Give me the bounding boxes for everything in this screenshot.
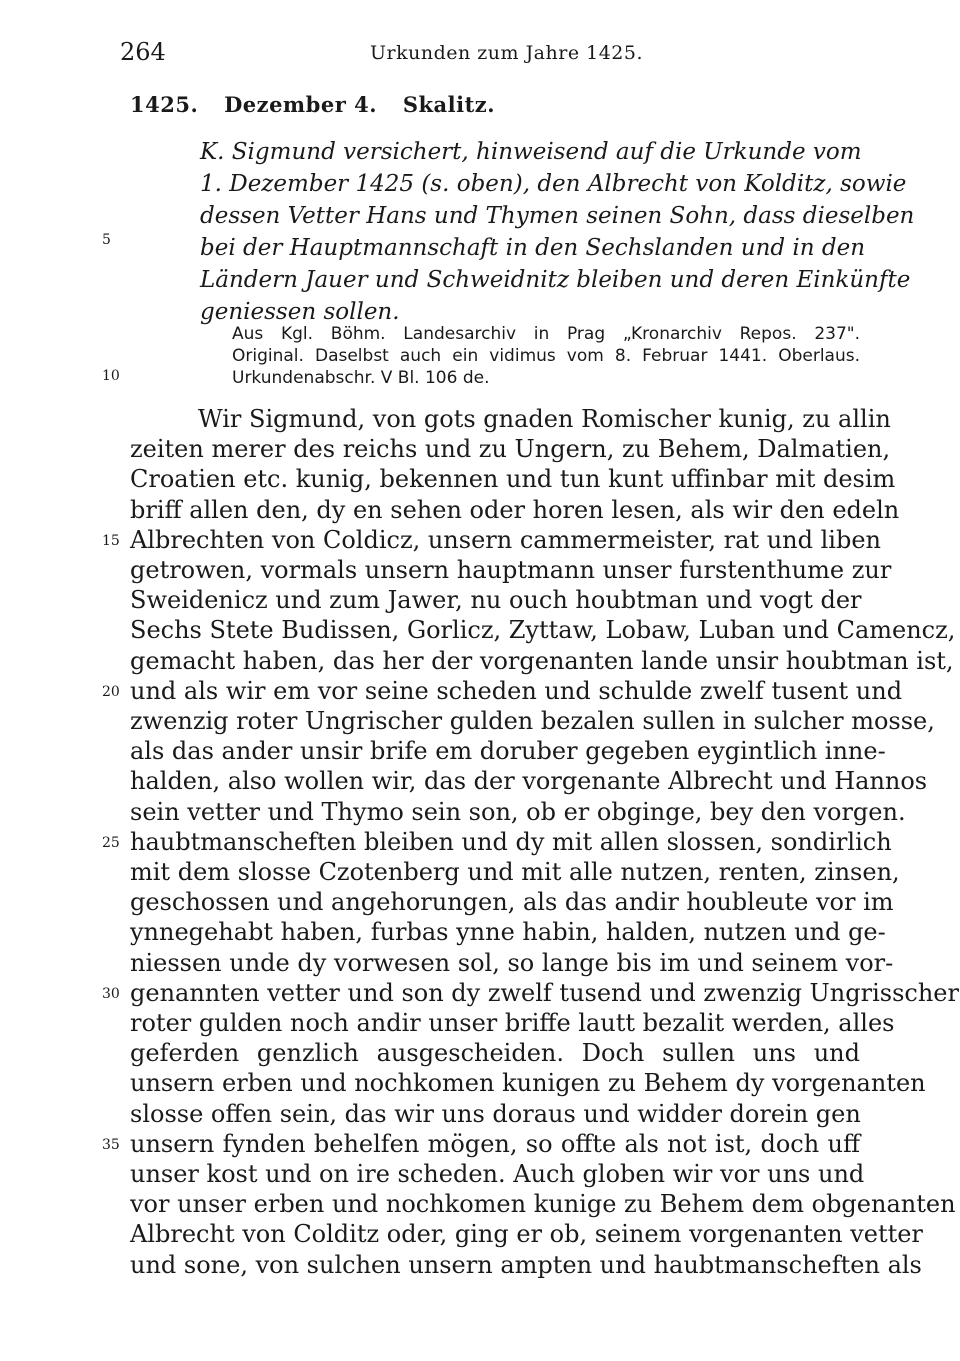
- body-line: halden, also wollen wir, das der vorgenante Albrecht und Hannos: [130, 767, 928, 796]
- body-line: unser kost und on ire scheden. Auch globen wir vor uns und: [130, 1160, 865, 1189]
- regest-line: Ländern Jauer und Schweidnitz bleiben und deren Einkünfte: [200, 267, 911, 293]
- body-line: genannten vetter und son dy zwelf tusend und zwenzig Ungrisscher: [130, 978, 959, 1007]
- document-heading: [130, 92, 513, 117]
- source-note: [232, 323, 860, 389]
- body-line: Sechs Stete Budissen, Gorlicz, Zyttaw, Lobaw, Luban und Camencz,: [130, 616, 956, 645]
- regest-line: 1. Dezember 1425 (s. oben), den Albrecht von Kolditz, sowie: [200, 171, 907, 197]
- body-line: getrowen, vormals unsern hauptmann unser furstenthume zur: [130, 556, 892, 585]
- line-number: 35: [102, 1137, 120, 1153]
- heading-year: 1425.: [130, 92, 199, 117]
- line-number: 15: [102, 533, 120, 549]
- body-line: unsern erben und nochkomen kunigen zu Behem dy vorgenanten: [130, 1069, 926, 1098]
- source-line: Urkundenabschr. V Bl. 106 de.: [232, 368, 490, 388]
- body-line: roter gulden noch andir unser briffe lautt bezalit werden, alles: [130, 1009, 895, 1038]
- body-line: Sweidenicz und zum Jawer, nu ouch houbtman und vogt der: [130, 586, 862, 615]
- body-line: briff allen den, dy en sehen oder horen lesen, als wir den edeln: [130, 495, 900, 524]
- regest-summary: [200, 136, 915, 328]
- body-line: geferden genzlich ausgescheiden. Doch sullen uns und: [130, 1039, 860, 1068]
- line-number: 10: [102, 368, 120, 384]
- page-number: 264: [120, 38, 166, 66]
- body-line: und als wir em vor seine scheden und schulde zwelf tusent und: [130, 676, 903, 705]
- body-line: vor unser erben und nochkomen kunige zu Behem dem obgenanten: [130, 1190, 956, 1219]
- regest-line: dessen Vetter Hans und Thymen seinen Sohn, dass dieselben: [200, 203, 915, 229]
- body-line: Albrechten von Coldicz, unsern cammermeister, rat und liben: [130, 525, 882, 554]
- line-number: 30: [102, 986, 120, 1002]
- body-line: gemacht haben, das her der vorgenanten lande unsir houbtman ist,: [130, 646, 954, 675]
- body-line: unsern fynden behelfen mögen, so offte als not ist, doch uff: [130, 1129, 860, 1158]
- body-line: als das ander unsir brife em doruber gegeben eygintlich inne-: [130, 737, 886, 766]
- body-line: zeiten merer des reichs und zu Ungern, zu Behem, Dalmatien,: [130, 435, 891, 464]
- body-line: slosse offen sein, das wir uns doraus und widder dorein gen: [130, 1099, 861, 1128]
- body-line: ynnegehabt haben, furbas ynne habin, halden, nutzen und ge-: [130, 918, 886, 947]
- heading-place: Skalitz.: [402, 92, 496, 117]
- regest-line: geniessen sollen.: [200, 299, 400, 325]
- body-line: Albrecht von Colditz oder, ging er ob, seinem vorgenanten vetter: [130, 1220, 923, 1249]
- body-line: haubtmanscheften bleiben und dy mit allen slossen, sondirlich: [130, 827, 892, 856]
- line-number: 25: [102, 835, 120, 851]
- regest-line: K. Sigmund versichert, hinweisend auf die Urkunde vom: [200, 139, 862, 165]
- body-line: geschossen und angehorungen, als das andir houbleute vor im: [130, 888, 894, 917]
- regest-line: bei der Hauptmannschaft in den Sechslanden und in den: [200, 235, 866, 261]
- body-line: zwenzig roter Ungrischer gulden bezalen sullen in sulcher mosse,: [130, 707, 935, 736]
- running-head: Urkunden zum Jahre 1425.: [370, 42, 644, 64]
- body-line: sein vetter und Thymo sein son, ob er obginge, bey den vorgen.: [130, 797, 906, 826]
- document-body: [130, 404, 959, 1280]
- body-line: mit dem slosse Czotenberg und mit alle nutzen, renten, zinsen,: [130, 858, 900, 887]
- source-line: Original. Daselbst auch ein vidimus vom 8. Februar 1441. Oberlaus.: [232, 346, 860, 366]
- heading-date: Dezember 4.: [224, 92, 377, 117]
- line-number: 5: [102, 232, 111, 248]
- page-header: [120, 38, 858, 78]
- line-number: 20: [102, 684, 120, 700]
- margin-line-numbers: [0, 0, 120, 1361]
- source-line: Aus Kgl. Böhm. Landesarchiv in Prag „Kronarchiv Repos. 237".: [232, 324, 860, 344]
- body-line: Croatien etc. kunig, bekennen und tun kunt uffinbar mit desim: [130, 465, 896, 494]
- body-line: und sone, von sulchen unsern ampten und haubtmanscheften als: [130, 1250, 922, 1279]
- body-line: Wir Sigmund, von gots gnaden Romischer kunig, zu allin: [198, 405, 891, 433]
- body-line: niessen unde dy vorwesen sol, so lange bis im und seinem vor-: [130, 948, 894, 977]
